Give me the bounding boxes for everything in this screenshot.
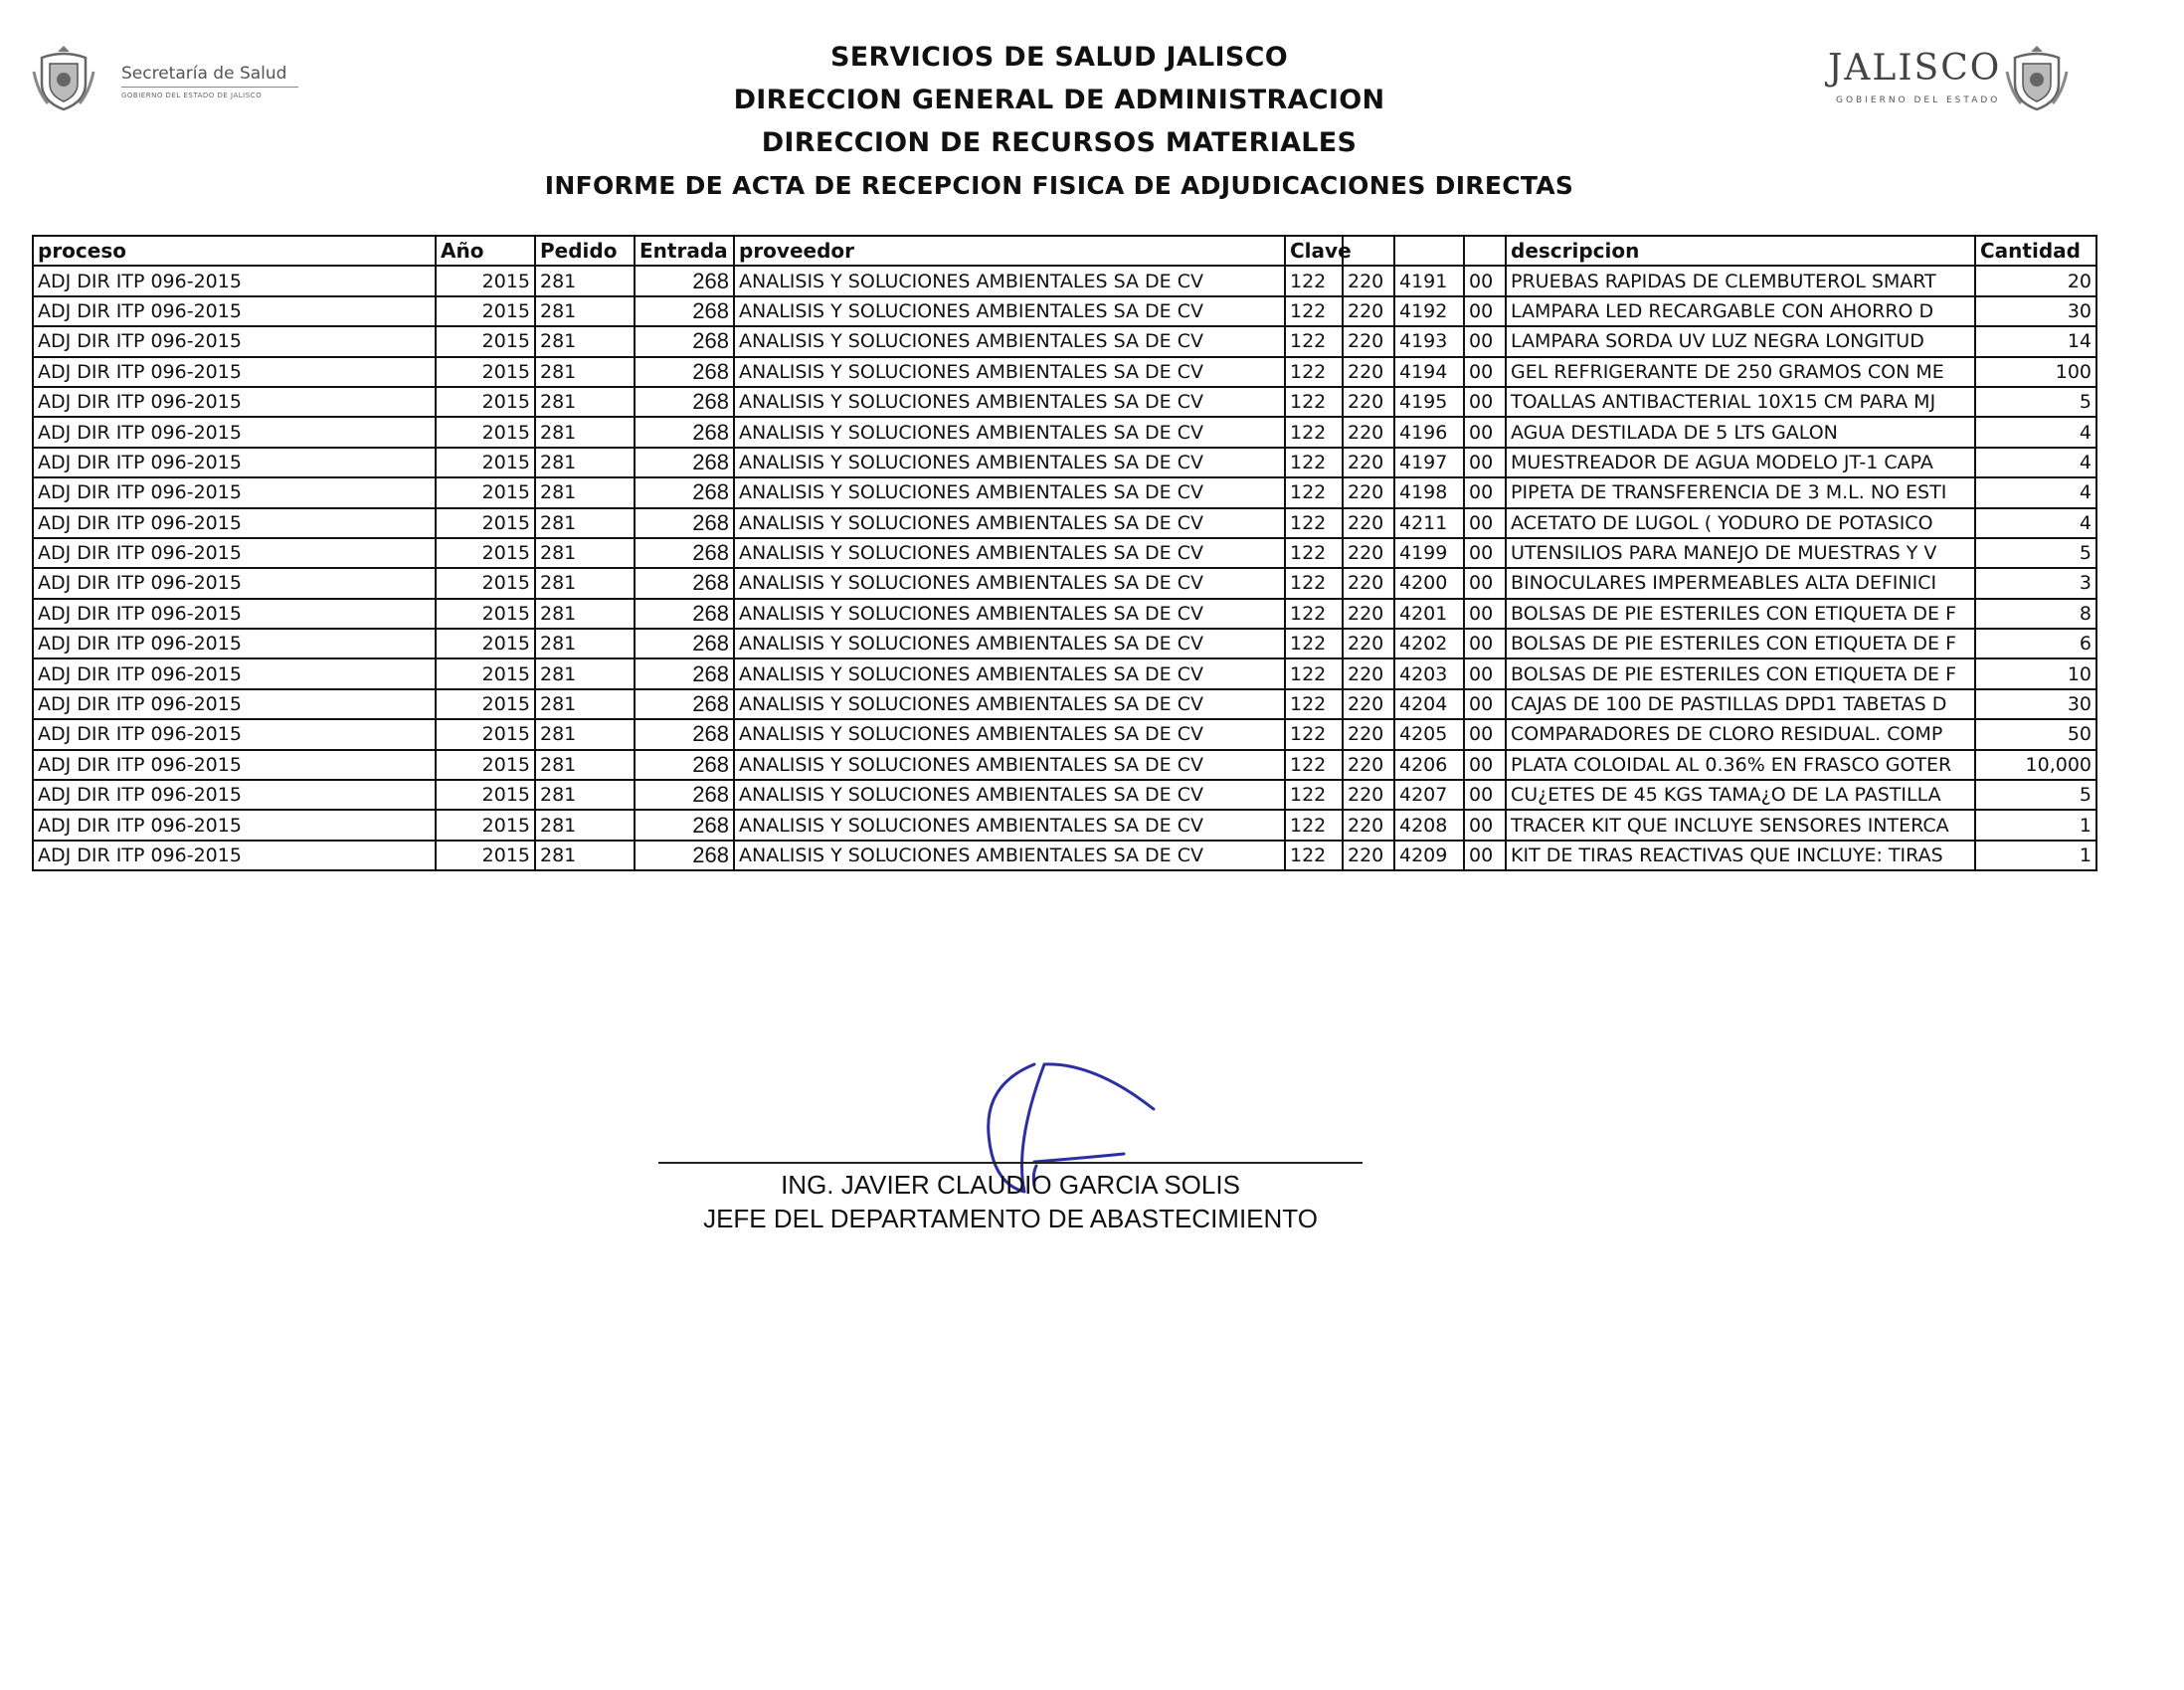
table-cell: 10 xyxy=(1975,658,2096,688)
table-cell: 220 xyxy=(1343,719,1394,749)
column-header: Clave xyxy=(1285,236,1343,266)
table-cell: 122 xyxy=(1285,568,1343,598)
table-cell: 2015 xyxy=(436,689,535,719)
table-cell: 281 xyxy=(535,689,635,719)
table-cell: 281 xyxy=(535,508,635,538)
table-cell: ANALISIS Y SOLUCIONES AMBIENTALES SA DE CV xyxy=(734,568,1285,598)
table-cell: 122 xyxy=(1285,750,1343,780)
table-cell: 268 xyxy=(635,266,734,295)
table-cell: 268 xyxy=(635,810,734,840)
table-cell: 00 xyxy=(1464,326,1506,356)
table-cell: ANALISIS Y SOLUCIONES AMBIENTALES SA DE CV xyxy=(734,417,1285,447)
logo-left-text: Secretaría de Salud xyxy=(121,64,287,84)
table-cell: CU¿ETES DE 45 KGS TAMA¿O DE LA PASTILLA xyxy=(1506,780,1975,810)
table-cell: 4191 xyxy=(1394,266,1464,295)
reception-table xyxy=(32,235,2097,871)
table-cell: 281 xyxy=(535,568,635,598)
table-row xyxy=(33,387,2096,417)
table-row xyxy=(33,750,2096,780)
table-cell: 4192 xyxy=(1394,296,1464,326)
table-cell: 281 xyxy=(535,477,635,507)
table-cell: 220 xyxy=(1343,266,1394,295)
table-cell: 2015 xyxy=(436,538,535,568)
table-cell: ANALISIS Y SOLUCIONES AMBIENTALES SA DE CV xyxy=(734,780,1285,810)
table-header-row xyxy=(33,236,2096,266)
table-cell: 220 xyxy=(1343,296,1394,326)
signer-name: ING. JAVIER CLAUDIO GARCIA SOLIS xyxy=(781,1170,1240,1200)
table-cell: MUESTREADOR DE AGUA MODELO JT-1 CAPA xyxy=(1506,448,1975,477)
header-line-4: INFORME DE ACTA DE RECEPCION FISICA DE ADJUDICACIONES DIRECTAS xyxy=(544,171,1574,200)
table-cell: ADJ DIR ITP 096-2015 xyxy=(33,477,436,507)
header-line-3: DIRECCION DE RECURSOS MATERIALES xyxy=(761,127,1358,158)
table-cell: 00 xyxy=(1464,357,1506,387)
table-cell: 4201 xyxy=(1394,599,1464,629)
table-cell: 5 xyxy=(1975,538,2096,568)
table-row xyxy=(33,477,2096,507)
table-cell: 00 xyxy=(1464,810,1506,840)
table-cell: 220 xyxy=(1343,508,1394,538)
table-cell: 4199 xyxy=(1394,538,1464,568)
table-cell: 3 xyxy=(1975,568,2096,598)
table-cell: 281 xyxy=(535,719,635,749)
table-cell: 220 xyxy=(1343,841,1394,870)
table-cell: 5 xyxy=(1975,780,2096,810)
table-cell: 122 xyxy=(1285,326,1343,356)
table-cell: 00 xyxy=(1464,689,1506,719)
table-cell: 2015 xyxy=(436,599,535,629)
table-cell: 00 xyxy=(1464,508,1506,538)
table-cell: 4200 xyxy=(1394,568,1464,598)
table-cell: 220 xyxy=(1343,477,1394,507)
table-cell: 4207 xyxy=(1394,780,1464,810)
table-cell: 2015 xyxy=(436,750,535,780)
column-header: Año xyxy=(436,236,535,266)
table-cell: ADJ DIR ITP 096-2015 xyxy=(33,326,436,356)
table-cell: PRUEBAS RAPIDAS DE CLEMBUTEROL SMART xyxy=(1506,266,1975,295)
table-cell: 220 xyxy=(1343,780,1394,810)
table-cell: BOLSAS DE PIE ESTERILES CON ETIQUETA DE F xyxy=(1506,599,1975,629)
table-cell: ADJ DIR ITP 096-2015 xyxy=(33,448,436,477)
table-cell: 00 xyxy=(1464,417,1506,447)
table-cell: 220 xyxy=(1343,387,1394,417)
table-cell: 00 xyxy=(1464,387,1506,417)
table-row xyxy=(33,326,2096,356)
table-row xyxy=(33,719,2096,749)
table-cell: 4208 xyxy=(1394,810,1464,840)
table-cell: 281 xyxy=(535,417,635,447)
table-cell: 281 xyxy=(535,326,635,356)
table-cell: LAMPARA LED RECARGABLE CON AHORRO D xyxy=(1506,296,1975,326)
table-cell: ADJ DIR ITP 096-2015 xyxy=(33,658,436,688)
table-cell: 122 xyxy=(1285,841,1343,870)
table-cell: 268 xyxy=(635,841,734,870)
column-header: descripcion xyxy=(1506,236,1975,266)
table-cell: 281 xyxy=(535,387,635,417)
table-cell: 00 xyxy=(1464,658,1506,688)
table-cell: 00 xyxy=(1464,296,1506,326)
table-cell: 281 xyxy=(535,810,635,840)
table-cell: 122 xyxy=(1285,599,1343,629)
header-line-2: DIRECCION GENERAL DE ADMINISTRACION xyxy=(733,85,1385,115)
table-cell: 4198 xyxy=(1394,477,1464,507)
table-cell: TRACER KIT QUE INCLUYE SENSORES INTERCA xyxy=(1506,810,1975,840)
column-header: proceso xyxy=(33,236,436,266)
table-cell: LAMPARA SORDA UV LUZ NEGRA LONGITUD xyxy=(1506,326,1975,356)
table-cell: ANALISIS Y SOLUCIONES AMBIENTALES SA DE CV xyxy=(734,629,1285,658)
table-cell: 268 xyxy=(635,750,734,780)
table-cell: 4 xyxy=(1975,417,2096,447)
table-cell: 268 xyxy=(635,326,734,356)
table-cell: ANALISIS Y SOLUCIONES AMBIENTALES SA DE CV xyxy=(734,357,1285,387)
table-cell: 122 xyxy=(1285,387,1343,417)
table-cell: 4 xyxy=(1975,508,2096,538)
table-cell: ADJ DIR ITP 096-2015 xyxy=(33,417,436,447)
table-cell: 281 xyxy=(535,296,635,326)
table-cell: 122 xyxy=(1285,780,1343,810)
table-row xyxy=(33,689,2096,719)
table-cell: 268 xyxy=(635,448,734,477)
table-cell: ANALISIS Y SOLUCIONES AMBIENTALES SA DE CV xyxy=(734,658,1285,688)
table-cell: ANALISIS Y SOLUCIONES AMBIENTALES SA DE CV xyxy=(734,326,1285,356)
table-cell: 268 xyxy=(635,538,734,568)
table-row xyxy=(33,841,2096,870)
table-cell: 281 xyxy=(535,780,635,810)
table-cell: ADJ DIR ITP 096-2015 xyxy=(33,780,436,810)
table-row xyxy=(33,780,2096,810)
signature-block xyxy=(658,1168,1363,1235)
table-cell: 00 xyxy=(1464,719,1506,749)
report-header xyxy=(0,36,2118,207)
table-cell: ANALISIS Y SOLUCIONES AMBIENTALES SA DE CV xyxy=(734,689,1285,719)
table-cell: 281 xyxy=(535,357,635,387)
table-cell: 00 xyxy=(1464,780,1506,810)
table-cell: 4 xyxy=(1975,448,2096,477)
table-cell: 281 xyxy=(535,841,635,870)
table-cell: 00 xyxy=(1464,750,1506,780)
signer-title: JEFE DEL DEPARTAMENTO DE ABASTECIMIENTO xyxy=(703,1204,1318,1233)
table-cell: 5 xyxy=(1975,387,2096,417)
table-cell: 4195 xyxy=(1394,387,1464,417)
table-cell: ANALISIS Y SOLUCIONES AMBIENTALES SA DE CV xyxy=(734,387,1285,417)
table-cell: ADJ DIR ITP 096-2015 xyxy=(33,810,436,840)
table-cell: 220 xyxy=(1343,568,1394,598)
table-cell: 2015 xyxy=(436,477,535,507)
table-cell: ADJ DIR ITP 096-2015 xyxy=(33,599,436,629)
table-cell: ADJ DIR ITP 096-2015 xyxy=(33,568,436,598)
table-cell: 00 xyxy=(1464,538,1506,568)
table-cell: 220 xyxy=(1343,538,1394,568)
table-row xyxy=(33,357,2096,387)
table-cell: ANALISIS Y SOLUCIONES AMBIENTALES SA DE CV xyxy=(734,477,1285,507)
table-cell: 268 xyxy=(635,599,734,629)
table-cell: 4206 xyxy=(1394,750,1464,780)
table-cell: 00 xyxy=(1464,568,1506,598)
table-cell: 4197 xyxy=(1394,448,1464,477)
table-cell: ADJ DIR ITP 096-2015 xyxy=(33,387,436,417)
table-cell: 2015 xyxy=(436,629,535,658)
table-cell: 4 xyxy=(1975,477,2096,507)
table-cell: 4209 xyxy=(1394,841,1464,870)
table-cell: 268 xyxy=(635,568,734,598)
table-cell: ANALISIS Y SOLUCIONES AMBIENTALES SA DE CV xyxy=(734,750,1285,780)
table-cell: 2015 xyxy=(436,296,535,326)
table-cell: 10,000 xyxy=(1975,750,2096,780)
table-cell: 220 xyxy=(1343,417,1394,447)
table-cell: ANALISIS Y SOLUCIONES AMBIENTALES SA DE CV xyxy=(734,448,1285,477)
table-cell: 4194 xyxy=(1394,357,1464,387)
table-cell: ADJ DIR ITP 096-2015 xyxy=(33,629,436,658)
table-cell: ANALISIS Y SOLUCIONES AMBIENTALES SA DE CV xyxy=(734,538,1285,568)
table-cell: 268 xyxy=(635,477,734,507)
table-cell: 281 xyxy=(535,448,635,477)
table-row xyxy=(33,508,2096,538)
table-cell: 268 xyxy=(635,357,734,387)
table-cell: ANALISIS Y SOLUCIONES AMBIENTALES SA DE CV xyxy=(734,810,1285,840)
table-cell: 4205 xyxy=(1394,719,1464,749)
table-cell: 220 xyxy=(1343,629,1394,658)
table-cell: 220 xyxy=(1343,599,1394,629)
table-cell: 122 xyxy=(1285,629,1343,658)
column-header: Pedido xyxy=(535,236,635,266)
table-cell: 281 xyxy=(535,629,635,658)
table-cell: ADJ DIR ITP 096-2015 xyxy=(33,719,436,749)
table-cell: 268 xyxy=(635,689,734,719)
table-cell: ANALISIS Y SOLUCIONES AMBIENTALES SA DE CV xyxy=(734,599,1285,629)
table-cell: 4204 xyxy=(1394,689,1464,719)
table-cell: 2015 xyxy=(436,508,535,538)
table-cell: 8 xyxy=(1975,599,2096,629)
table-cell: 1 xyxy=(1975,810,2096,840)
table-cell: ADJ DIR ITP 096-2015 xyxy=(33,357,436,387)
table-cell: 122 xyxy=(1285,538,1343,568)
table-cell: 122 xyxy=(1285,658,1343,688)
table-cell: 220 xyxy=(1343,750,1394,780)
table-cell: 220 xyxy=(1343,810,1394,840)
table-cell: 14 xyxy=(1975,326,2096,356)
table-cell: 2015 xyxy=(436,568,535,598)
table-cell: 268 xyxy=(635,658,734,688)
table-cell: 30 xyxy=(1975,689,2096,719)
table-row xyxy=(33,538,2096,568)
table-cell: 2015 xyxy=(436,841,535,870)
table-cell: PIPETA DE TRANSFERENCIA DE 3 M.L. NO ESTI xyxy=(1506,477,1975,507)
table-row xyxy=(33,448,2096,477)
header-line-1: SERVICIOS DE SALUD JALISCO xyxy=(829,42,1289,73)
table-cell: 00 xyxy=(1464,841,1506,870)
table-cell: 00 xyxy=(1464,448,1506,477)
table-cell: GEL REFRIGERANTE DE 250 GRAMOS CON ME xyxy=(1506,357,1975,387)
table-cell: 122 xyxy=(1285,448,1343,477)
table-cell: BINOCULARES IMPERMEABLES ALTA DEFINICI xyxy=(1506,568,1975,598)
table-cell: 00 xyxy=(1464,266,1506,295)
table-cell: 220 xyxy=(1343,658,1394,688)
table-cell: ANALISIS Y SOLUCIONES AMBIENTALES SA DE CV xyxy=(734,266,1285,295)
table-cell: 268 xyxy=(635,296,734,326)
table-cell: ANALISIS Y SOLUCIONES AMBIENTALES SA DE CV xyxy=(734,508,1285,538)
table-cell: ADJ DIR ITP 096-2015 xyxy=(33,750,436,780)
table-cell: UTENSILIOS PARA MANEJO DE MUESTRAS Y V xyxy=(1506,538,1975,568)
table-cell: 2015 xyxy=(436,266,535,295)
table-cell: 220 xyxy=(1343,689,1394,719)
table-cell: ADJ DIR ITP 096-2015 xyxy=(33,689,436,719)
table-cell: 4196 xyxy=(1394,417,1464,447)
table-cell: 281 xyxy=(535,658,635,688)
table-cell: ACETATO DE LUGOL ( YODURO DE POTASICO xyxy=(1506,508,1975,538)
table-cell: 281 xyxy=(535,750,635,780)
table-body xyxy=(33,266,2096,870)
column-header: proveedor xyxy=(734,236,1285,266)
table-cell: KIT DE TIRAS REACTIVAS QUE INCLUYE: TIRAS xyxy=(1506,841,1975,870)
table-cell: PLATA COLOIDAL AL 0.36% EN FRASCO GOTER xyxy=(1506,750,1975,780)
table-cell: 122 xyxy=(1285,508,1343,538)
table-cell: TOALLAS ANTIBACTERIAL 10X15 CM PARA MJ xyxy=(1506,387,1975,417)
logo-right-text: JALISCO xyxy=(1828,48,2002,89)
table-cell: ADJ DIR ITP 096-2015 xyxy=(33,508,436,538)
table-cell: COMPARADORES DE CLORO RESIDUAL. COMP xyxy=(1506,719,1975,749)
table-cell: 2015 xyxy=(436,658,535,688)
table-cell: 268 xyxy=(635,780,734,810)
table-cell: 268 xyxy=(635,387,734,417)
table-row xyxy=(33,296,2096,326)
table-cell: 30 xyxy=(1975,296,2096,326)
table-cell: 2015 xyxy=(436,387,535,417)
table-row xyxy=(33,568,2096,598)
table-cell: 1 xyxy=(1975,841,2096,870)
table-cell: ADJ DIR ITP 096-2015 xyxy=(33,266,436,295)
column-header: Entrada xyxy=(635,236,734,266)
table-row xyxy=(33,810,2096,840)
table-cell: 00 xyxy=(1464,477,1506,507)
table-cell: 4202 xyxy=(1394,629,1464,658)
table-cell: 2015 xyxy=(436,417,535,447)
table-cell: 122 xyxy=(1285,477,1343,507)
table-cell: 268 xyxy=(635,417,734,447)
table-cell: 220 xyxy=(1343,357,1394,387)
table-cell: 2015 xyxy=(436,448,535,477)
table-cell: 281 xyxy=(535,266,635,295)
table-cell: ADJ DIR ITP 096-2015 xyxy=(33,538,436,568)
table-cell: 4211 xyxy=(1394,508,1464,538)
table-cell: 2015 xyxy=(436,326,535,356)
table-cell: ANALISIS Y SOLUCIONES AMBIENTALES SA DE CV xyxy=(734,719,1285,749)
logo-left-subtext: GOBIERNO DEL ESTADO DE JALISCO xyxy=(121,92,263,99)
table-cell: 6 xyxy=(1975,629,2096,658)
column-header: Cantidad xyxy=(1975,236,2096,266)
table-cell: 122 xyxy=(1285,417,1343,447)
table-cell: 2015 xyxy=(436,780,535,810)
table-cell: 281 xyxy=(535,599,635,629)
table-row xyxy=(33,629,2096,658)
table-cell: ANALISIS Y SOLUCIONES AMBIENTALES SA DE CV xyxy=(734,296,1285,326)
table-cell: ANALISIS Y SOLUCIONES AMBIENTALES SA DE CV xyxy=(734,841,1285,870)
table-cell: ADJ DIR ITP 096-2015 xyxy=(33,296,436,326)
table-cell: BOLSAS DE PIE ESTERILES CON ETIQUETA DE F xyxy=(1506,629,1975,658)
table-cell: CAJAS DE 100 DE PASTILLAS DPD1 TABETAS D xyxy=(1506,689,1975,719)
table-cell: 122 xyxy=(1285,296,1343,326)
table-cell: 4203 xyxy=(1394,658,1464,688)
table-cell: 50 xyxy=(1975,719,2096,749)
table-cell: 220 xyxy=(1343,448,1394,477)
table-cell: 2015 xyxy=(436,810,535,840)
table-cell: 122 xyxy=(1285,266,1343,295)
table-cell: 122 xyxy=(1285,719,1343,749)
table-cell: 2015 xyxy=(436,357,535,387)
table-cell: BOLSAS DE PIE ESTERILES CON ETIQUETA DE F xyxy=(1506,658,1975,688)
logo-right-subtext: GOBIERNO DEL ESTADO xyxy=(1836,95,2001,105)
table-cell: 00 xyxy=(1464,599,1506,629)
table-cell: 100 xyxy=(1975,357,2096,387)
table-cell: AGUA DESTILADA DE 5 LTS GALON xyxy=(1506,417,1975,447)
column-header xyxy=(1394,236,1464,266)
table-cell: 281 xyxy=(535,538,635,568)
signature-line xyxy=(658,1162,1363,1164)
table-cell: 268 xyxy=(635,508,734,538)
table-cell: 268 xyxy=(635,629,734,658)
table-cell: 2015 xyxy=(436,719,535,749)
table-row xyxy=(33,658,2096,688)
table-row xyxy=(33,417,2096,447)
table-cell: 4193 xyxy=(1394,326,1464,356)
table-cell: 220 xyxy=(1343,326,1394,356)
column-header xyxy=(1464,236,1506,266)
table-cell: 122 xyxy=(1285,810,1343,840)
table-cell: 20 xyxy=(1975,266,2096,295)
table-cell: 268 xyxy=(635,719,734,749)
table-cell: 122 xyxy=(1285,689,1343,719)
table-row xyxy=(33,266,2096,295)
table-cell: 122 xyxy=(1285,357,1343,387)
table-row xyxy=(33,599,2096,629)
table-cell: 00 xyxy=(1464,629,1506,658)
table-cell: ADJ DIR ITP 096-2015 xyxy=(33,841,436,870)
